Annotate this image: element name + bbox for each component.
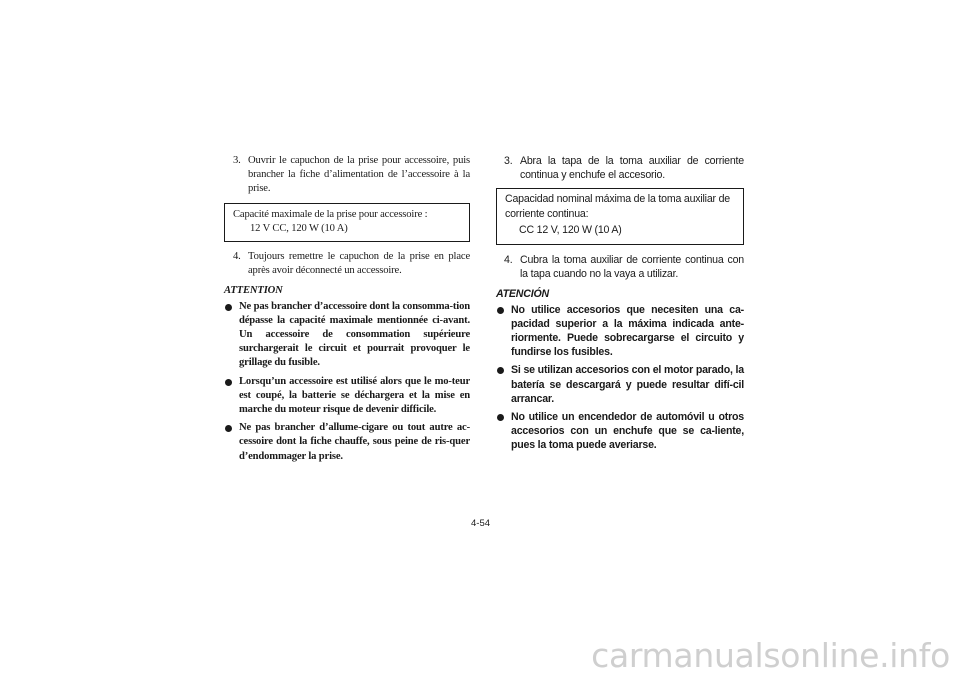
warning-item [496, 363, 744, 406]
french-column [224, 154, 470, 468]
step-4-fr [224, 250, 470, 278]
step-3-fr [224, 154, 470, 197]
warning-item [224, 375, 470, 418]
warning-text: Si se utilizan accesorios con el motor parado, la batería se descargará y puede resultar difí-cil arrancar. [511, 364, 744, 405]
page-number: 4-54 [471, 518, 491, 529]
capacity-label: Capacité maximale de la prise pour accessoire : [233, 208, 428, 220]
capacity-value: 12 V CC, 120 W (10 A) [250, 222, 348, 234]
warning-title-fr: ATTENTION [224, 285, 283, 297]
capacity-box-es [496, 188, 744, 245]
capacity-box-fr [224, 203, 470, 242]
bullet-icon [497, 414, 504, 421]
step-text: Abra la tapa de la toma auxiliar de corriente continua y enchufe el accesorio. [520, 155, 744, 182]
spanish-column [496, 154, 744, 457]
step-number: 4. [504, 254, 513, 267]
step-text: Ouvrir le capuchon de la prise pour accessoire, puis brancher la fiche d’alimentation de l’accessoire à la prise. [248, 155, 470, 195]
step-text: Cubra la toma auxiliar de corriente continua con la tapa cuando no la vaya a utilizar. [520, 254, 744, 281]
step-4-es [496, 253, 744, 281]
bullet-icon [225, 304, 232, 311]
bullet-icon [497, 367, 504, 374]
warning-text: No utilice accesorios que necesiten una ca-pacidad superior a la máxima indicada ante-riormente. Puede sobrecargarse el circuito y fundirse los fusibles. [511, 303, 744, 359]
step-number: 3. [504, 155, 513, 167]
bullet-icon [225, 379, 232, 386]
capacity-value: CC 12 V, 120 W (10 A) [519, 223, 622, 236]
warning-item [496, 410, 744, 453]
step-number: 4. [233, 251, 241, 263]
warning-text: Ne pas brancher d’accessoire dont la consomma-tion dépasse la capacité maximale mentionnée ci-avant. Un accessoire de consommation supérieure surchargerait le circuit et pourrait provoquer le grillage du fusible. [239, 300, 470, 369]
warning-item [224, 300, 470, 371]
warning-title-es: ATENCIÓN [496, 288, 549, 301]
capacity-label: Capacidad nominal máxima de la toma auxiliar de corriente continua: [505, 193, 730, 220]
warning-item [496, 303, 744, 360]
watermark: carmanualsonline.info [591, 636, 950, 675]
warning-item [224, 421, 470, 464]
warning-text: Lorsqu’un accessoire est utilisé alors que le mo-teur est coupé, la batterie se déchargera et la mise en marche du moteur risque de devenir difficile. [239, 375, 470, 416]
warning-text: No utilice un encendedor de automóvil u otros accesorios con un enchufe que se ca-liente, pues la toma puede averiarse. [511, 411, 744, 452]
bullet-icon [225, 425, 232, 432]
warning-text: Ne pas brancher d’allume-cigare ou tout autre ac-cessoire dont la fiche chauffe, sous peine de ris-quer d’endommager la prise. [239, 422, 470, 462]
step-3-es [496, 154, 744, 182]
step-number: 3. [233, 155, 241, 166]
bullet-icon [497, 307, 504, 314]
step-text: Toujours remettre le capuchon de la prise en place après avoir déconnecté un accessoire. [248, 251, 470, 277]
